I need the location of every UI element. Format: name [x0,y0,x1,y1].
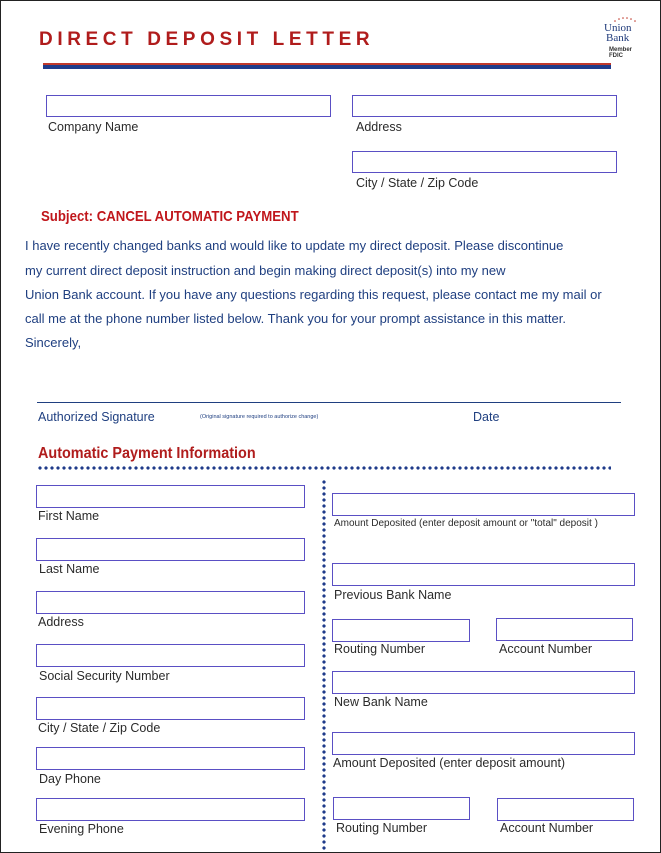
first-name-field[interactable] [36,485,305,508]
letter-line: my current direct deposit instruction and begin making direct deposit(s) into my new [25,263,506,278]
column-dotted-divider [322,479,326,851]
day-phone-field[interactable] [36,747,305,770]
evening-phone-label: Evening Phone [39,822,124,836]
new-account-number-field[interactable] [497,798,634,821]
authorized-signature-label: Authorized Signature [38,410,155,424]
address-label: Address [38,615,84,629]
evening-phone-field[interactable] [36,798,305,821]
new-routing-number-label: Routing Number [336,821,428,835]
company-address-field[interactable] [352,95,617,117]
company-name-field[interactable] [46,95,331,117]
section-title: Automatic Payment Information [38,445,256,462]
previous-account-number-label: Account Number [499,642,593,656]
union-bank-logo [601,15,641,59]
previous-account-number-field[interactable] [496,618,633,641]
letter-closing: Sincerely, [25,335,82,350]
company-address-label: Address [356,120,402,134]
amount-deposited-label: Amount Deposited (enter deposit amount) [333,756,566,770]
new-account-number-label: Account Number [500,821,594,835]
address-field[interactable] [36,591,305,614]
logo-text-bank: Bank [606,32,630,44]
date-label: Date [473,410,500,424]
new-routing-number-field[interactable] [333,797,470,820]
new-bank-name-field[interactable] [332,671,635,694]
new-bank-name-label: New Bank Name [334,695,428,709]
city-state-zip-label: City / State / Zip Code [38,721,161,735]
ssn-field[interactable] [36,644,305,667]
last-name-field[interactable] [36,538,305,561]
city-state-zip-field[interactable] [36,697,305,720]
page-title: DIRECT DEPOSIT LETTER [39,29,375,50]
fdic-badge: Member FDIC [609,47,633,59]
previous-routing-number-field[interactable] [332,619,470,642]
signature-note: (Original signature required to authorize change) [200,414,319,420]
company-city-state-zip-label: City / State / Zip Code [356,176,479,190]
amount-deposited-total-label: Amount Deposited (enter deposit amount or "total" deposit ) [334,518,598,529]
letter-line: I have recently changed banks and would like to update my direct deposit. Please discontinue [25,238,564,253]
signature-line[interactable] [37,402,621,403]
previous-bank-name-label: Previous Bank Name [334,588,452,602]
previous-routing-number-label: Routing Number [334,642,426,656]
day-phone-label: Day Phone [39,772,101,786]
company-city-state-zip-field[interactable] [352,151,617,173]
section-dotted-divider [37,466,611,470]
letter-line: call me at the phone number listed below. Thank you for your prompt assistance in this matter. [25,311,566,326]
amount-deposited-total-field[interactable] [332,493,635,516]
logo-text-union: Union [604,22,632,34]
amount-deposited-field[interactable] [332,732,635,755]
company-name-label: Company Name [48,120,139,134]
last-name-label: Last Name [39,562,100,576]
letter-subject: Subject: CANCEL AUTOMATIC PAYMENT [41,208,299,225]
first-name-label: First Name [38,509,100,523]
ssn-label: Social Security Number [39,669,170,683]
previous-bank-name-field[interactable] [332,563,635,586]
header-rule-blue [43,65,611,69]
letter-line: Union Bank account. If you have any questions regarding this request, please contact me my mail or [25,287,602,302]
